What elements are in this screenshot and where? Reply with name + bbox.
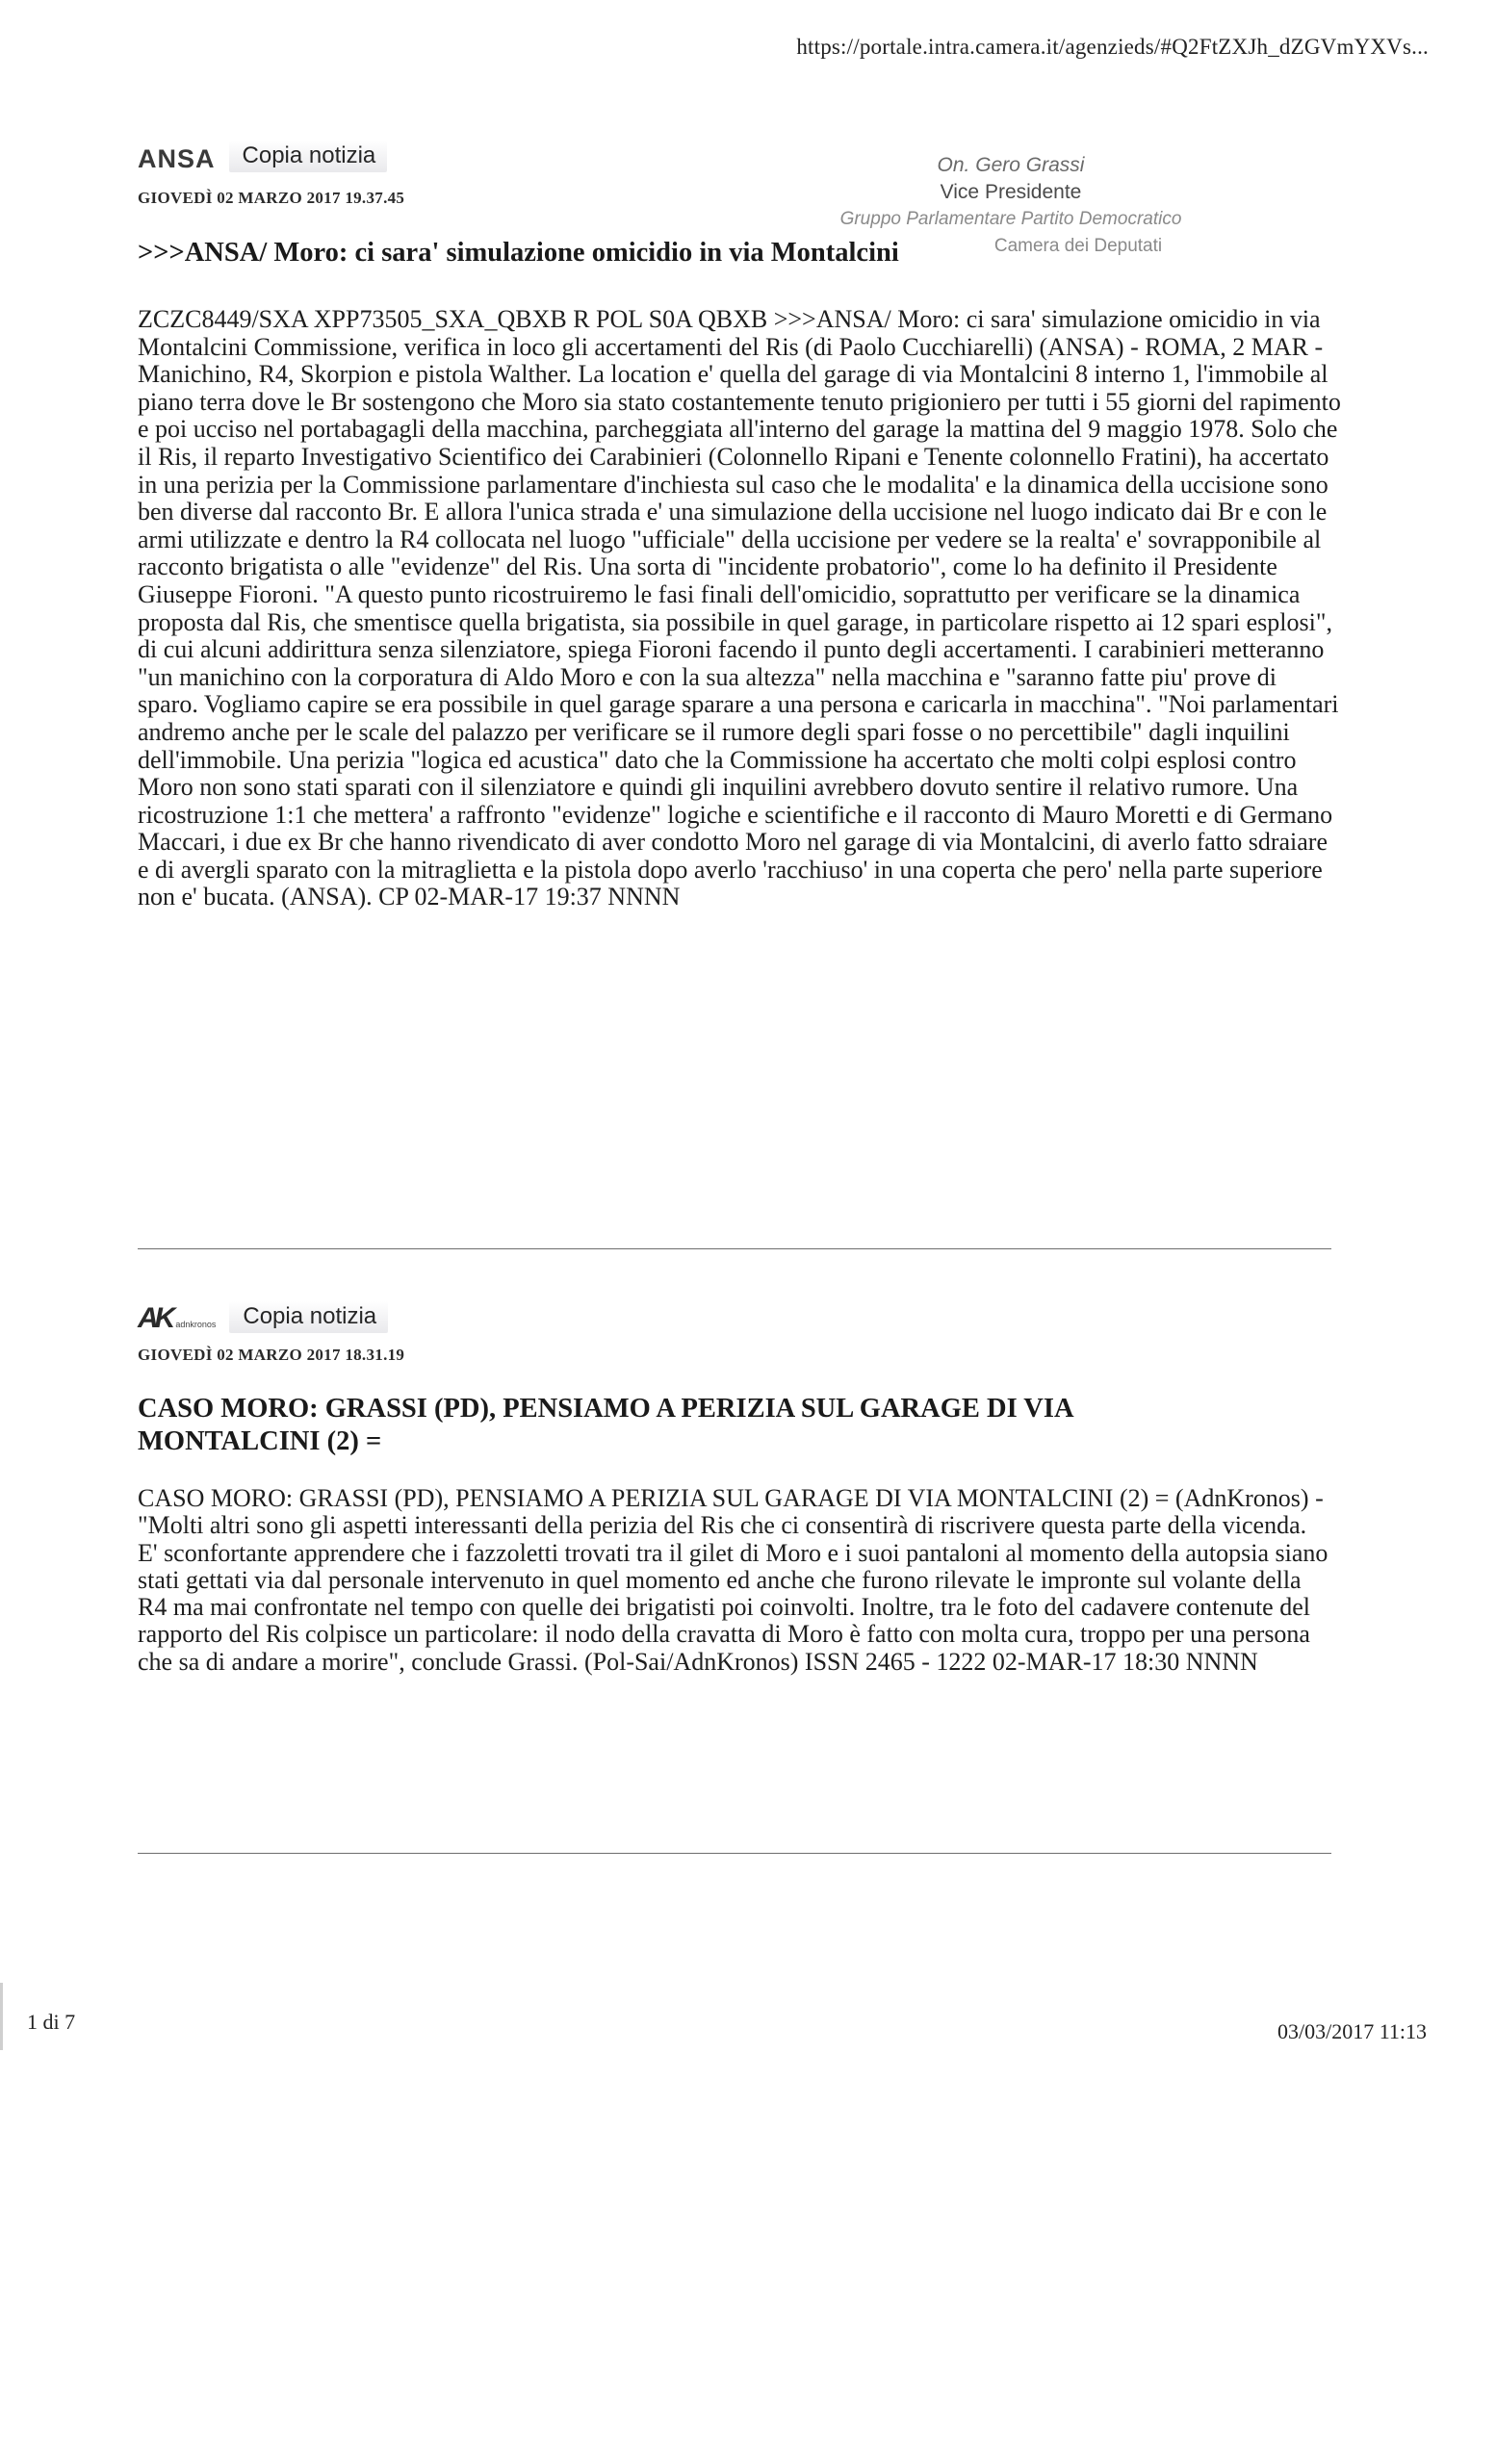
source-row-ansa — [138, 141, 387, 172]
scan-edge — [0, 1983, 3, 2050]
stamp-chamber: Camera dei Deputati — [993, 236, 1163, 256]
stamp-group: Gruppo Parlamentare Partito Democratico — [839, 209, 1182, 229]
divider — [138, 1853, 1331, 1854]
article-headline — [138, 1393, 1074, 1458]
print-date: 03/03/2017 11:13 — [1277, 2019, 1427, 2043]
article-body: CASO MORO: GRASSI (PD), PENSIAMO A PERIZIA SUL GARAGE DI VIA MONTALCINI (2) = (AdnKronos) - "Molti altri sono gli aspetti interessanti della perizia del Ris che ci consentirà di riscrivere questa parte della vicenda. E' sconfortante apprendere che i fazzoletti trovati tra il gilet di Moro e i suoi pantaloni al momento della autopsia siano stati gettati via dal personale intervenuto in quel momento ed anche che furono rilevate le impronte sul volante della R4 ma mai confrontate nel tempo con quelle dei brigatisti poi coinvolti. Inoltre, tra le foto del cadavere contenute del rapporto del Ris colpisce un particolare: il nodo della cravatta di Moro è fatto con molta cura, troppo per una persona che sa di andare a morire", conclude Grassi. (Pol-Sai/AdnKronos) ISSN 2465 - 1222 02-MAR-17 18:30 NNNN — [138, 1484, 1328, 1676]
page-number: 1 di 7 — [27, 2010, 76, 2034]
stamp-name: On. Gero Grassi — [937, 154, 1085, 176]
ansa-logo: ANSA — [138, 144, 216, 173]
url-header: https://portale.intra.camera.it/agenzieds/#Q2FtZXJh_dZGVmYXVs... — [796, 35, 1429, 59]
copy-news-button[interactable]: Copia notizia — [229, 141, 388, 172]
article-datetime: GIOVEDÌ 02 MARZO 2017 19.37.45 — [138, 189, 405, 207]
source-row-adnkronos — [138, 1301, 388, 1333]
article-datetime: GIOVEDÌ 02 MARZO 2017 18.31.19 — [138, 1346, 405, 1364]
adnkronos-logo — [138, 1304, 216, 1333]
deputy-stamp — [799, 152, 1223, 260]
article-headline: >>>ANSA/ Moro: ci sara' simulazione omicidio in via Montalcini — [138, 238, 899, 268]
copy-news-button[interactable]: Copia notizia — [229, 1301, 388, 1333]
adnkronos-logo-mark: AK — [138, 1302, 172, 1334]
article-body: ZCZC8449/SXA XPP73505_SXA_QBXB R POL S0A QBXB >>>ANSA/ Moro: ci sara' simulazione omicidio in via Montalcini Commissione, verifica in loco gli accertamenti del Ris (di Paolo Cucchiarelli) (ANSA) - ROMA, 2 MAR - Manichino, R4, Skorpion e pistola Walther. La location e' quella del garage di via Montalcini 8 interno 1, l'immobile al piano terra dove le Br sostengono che Moro sia stato costantemente tenuto prigioniero per tutti i 55 giorni del rapimento e poi ucciso nel portabagagli della macchina, parcheggiata all'interno del garage la mattina del 9 maggio 1978. Solo che il Ris, il reparto Investigativo Scientifico dei Carabinieri (Colonnello Ripani e Tenente colonnello Fratini), ha accertato in una perizia per la Commissione parlamentare d'inchiesta sul caso che le modalita' e la dinamica della uccisione sono ben diverse dal racconto Br. E allora l'unica strada e' una simulazione della uccisione nel luogo indicato dai Br e con le armi utilizzate e dentro la R4 collocata nel luogo "ufficiale" della uccisione per vedere se la realta' e' sovrapponibile al racconto brigatista o alle "evidenze" del Ris. Una sorta di "incidente probatorio", come lo ha definito il Presidente Giuseppe Fioroni. "A questo punto ricostruiremo le fasi finali dell'omicidio, soprattutto per verificare se la dinamica proposta dal Ris, che smentisce quella brigatista, sia possibile in quel garage, in particolare rispetto ai 12 spari esplosi", di cui alcuni addirittura senza silenziatore, spiega Fioroni facendo il punto degli accertamenti. I carabinieri metteranno "un manichino con la corporatura di Aldo Moro e con la sua altezza" nella macchina e "saranno fatte piu' prove di sparo. Vogliamo capire se era possibile in quel garage sparare a una persona e caricarla in macchina". "Noi parlamentari andremo anche per le scale del palazzo per verificare se il rumore degli spari fosse o no percettibile" dagli inquilini dell'immobile. Una perizia "logica ed acustica" dato che la Commissione ha accertato che molti colpi esplosi contro Moro non sono stati sparati con il silenziatore e quindi gli inquilini avrebbero dovuto sentire il relativo rumore. Una ricostruzione 1:1 che mettera' a raffronto "evidenze" logiche e scientifiche e il racconto di Mauro Moretti e di Germano Maccari, i due ex Br che hanno rivendicato di aver condotto Moro nel garage di via Montalcini, di averlo fatto sdraiare e di avergli sparato con la mitraglietta e la pistola dopo averlo 'racchiuso' in una coperta che pero' nella parte superiore non e' bucata. (ANSA). CP 02-MAR-17 19:37 NNNN — [138, 305, 1341, 911]
stamp-role: Vice Presidente — [940, 181, 1082, 203]
article-headline-line-1: CASO MORO: GRASSI (PD), PENSIAMO A PERIZIA SUL GARAGE DI VIA — [138, 1394, 1074, 1424]
article-headline-line-2: MONTALCINI (2) = — [138, 1426, 382, 1456]
divider — [138, 1248, 1331, 1249]
adnkronos-logo-word: adnkronos — [175, 1320, 217, 1329]
